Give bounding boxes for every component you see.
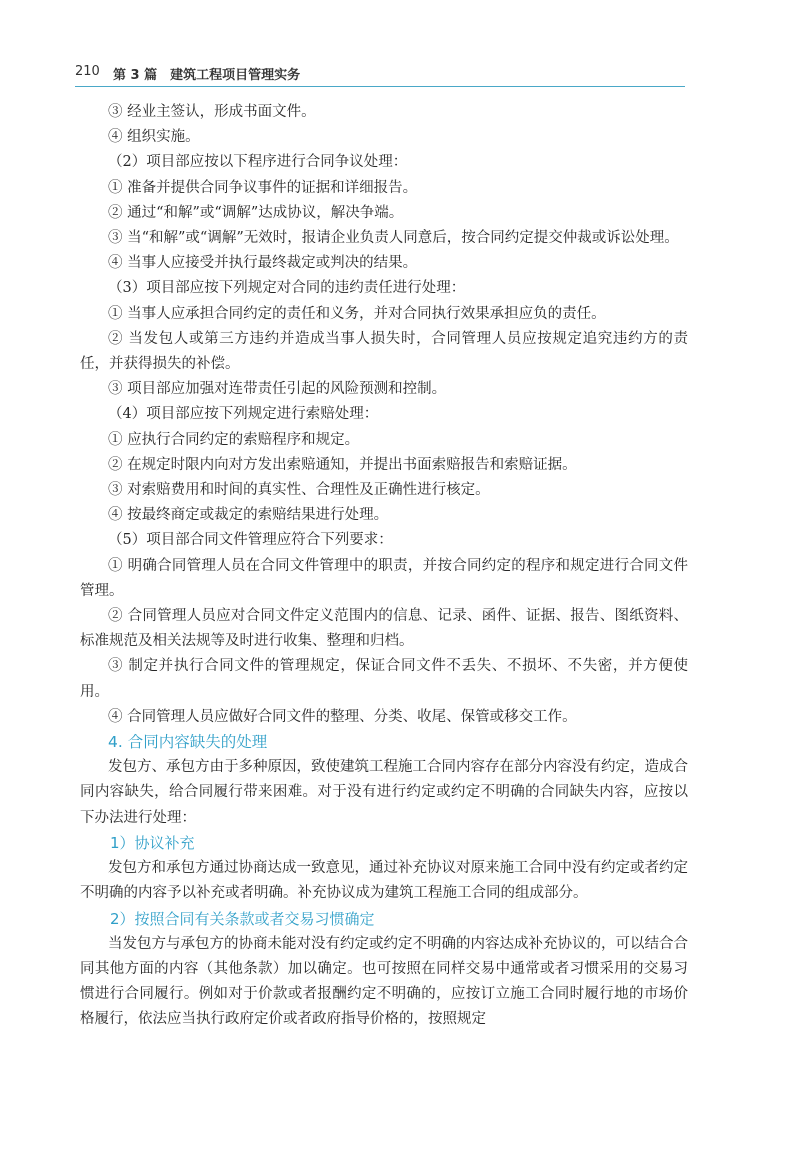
body-paragraph: ④ 组织实施。 [108, 129, 200, 146]
page-number: 210 [75, 64, 100, 79]
body-paragraph: ④ 按最终商定或裁定的索赔结果进行处理。 [108, 507, 389, 524]
header-rule [75, 86, 685, 87]
body-paragraph: 当发包方与承包方的协商未能对没有约定或约定不明确的内容达成补充协议的，可以结合合同其他方面的内容（其他条款）加以确定。也可按照在同样交易中通常或者习惯采用的交易习惯进行合同履行。例如对于价款或者报酬约定不明确的，应按订立施工合同时履行地的市场价格履行，依法应当执行政府定价或者政府指导价格的，按照规定 [80, 935, 688, 1028]
body-paragraph: ① 应执行合同约定的索赔程序和规定。 [108, 431, 360, 448]
body-paragraph: ③ 当“和解”或“调解”无效时，报请企业负责人同意后，按合同约定提交仲裁或诉讼处理。 [108, 230, 679, 247]
page-body [80, 100, 688, 1033]
body-paragraph: ① 准备并提供合同争议事件的证据和详细报告。 [108, 179, 418, 196]
subsection-heading: 1）协议补充 [110, 833, 195, 852]
body-paragraph: （3）项目部应按下列规定对合同的违约责任进行处理： [108, 280, 466, 297]
body-paragraph: ① 当事人应承担合同约定的责任和义务，并对合同执行效果承担应负的责任。 [108, 305, 606, 322]
body-paragraph: ④ 当事人应接受并执行最终裁定或判决的结果。 [108, 255, 418, 272]
body-paragraph: ④ 合同管理人员应做好合同文件的整理、分类、收尾、保管或移交工作。 [108, 708, 577, 725]
body-paragraph: ② 通过“和解”或“调解”达成协议，解决争端。 [108, 204, 404, 221]
subsection-heading: 2）按照合同有关条款或者交易习惯确定 [110, 909, 375, 928]
body-paragraph: ③ 经业主签认，形成书面文件。 [108, 104, 316, 120]
body-paragraph: 发包方和承包方通过协商达成一致意见，通过补充协议对原来施工合同中没有约定或者约定不明确的内容予以补充或者明确。补充协议成为建筑工程施工合同的组成部分。 [80, 860, 688, 902]
body-paragraph: （4）项目部应按下列规定进行索赔处理： [108, 406, 379, 423]
body-paragraph: （2）项目部应按以下程序进行合同争议处理： [108, 154, 408, 171]
body-paragraph: ② 合同管理人员应对合同文件定义范围内的信息、记录、函件、证据、报告、图纸资料、标准规范及相关法规等及时进行收集、整理和归档。 [80, 608, 688, 650]
body-paragraph: 发包方、承包方由于多种原因，致使建筑工程施工合同内容存在部分内容没有约定，造成合同内容缺失，给合同履行带来困难。对于没有进行约定或约定不明确的合同缺失内容，应按以下办法进行处理： [80, 759, 688, 826]
chapter-title: 第 3 篇 建筑工程项目管理实务 [113, 68, 301, 83]
page-header [75, 62, 685, 84]
body-paragraph: （5）项目部合同文件管理应符合下列要求： [108, 532, 393, 549]
body-paragraph: ③ 制定并执行合同文件的管理规定，保证合同文件不丢失、不损坏、不失密，并方便使用。 [80, 658, 688, 700]
body-paragraph: ① 明确合同管理人员在合同文件管理中的职责，并按合同约定的程序和规定进行合同文件管理。 [80, 557, 688, 599]
section-heading: 4. 合同内容缺失的处理 [108, 733, 268, 752]
body-paragraph: ② 在规定时限内向对方发出索赔通知，并提出书面索赔报告和索赔证据。 [108, 456, 577, 473]
body-paragraph: ③ 对索赔费用和时间的真实性、合理性及正确性进行核定。 [108, 482, 490, 499]
body-paragraph: ③ 项目部应加强对连带责任引起的风险预测和控制。 [108, 381, 447, 398]
body-paragraph: ② 当发包人或第三方违约并造成当事人损失时，合同管理人员应按规定追究违约方的责任，并获得损失的补偿。 [80, 330, 688, 373]
